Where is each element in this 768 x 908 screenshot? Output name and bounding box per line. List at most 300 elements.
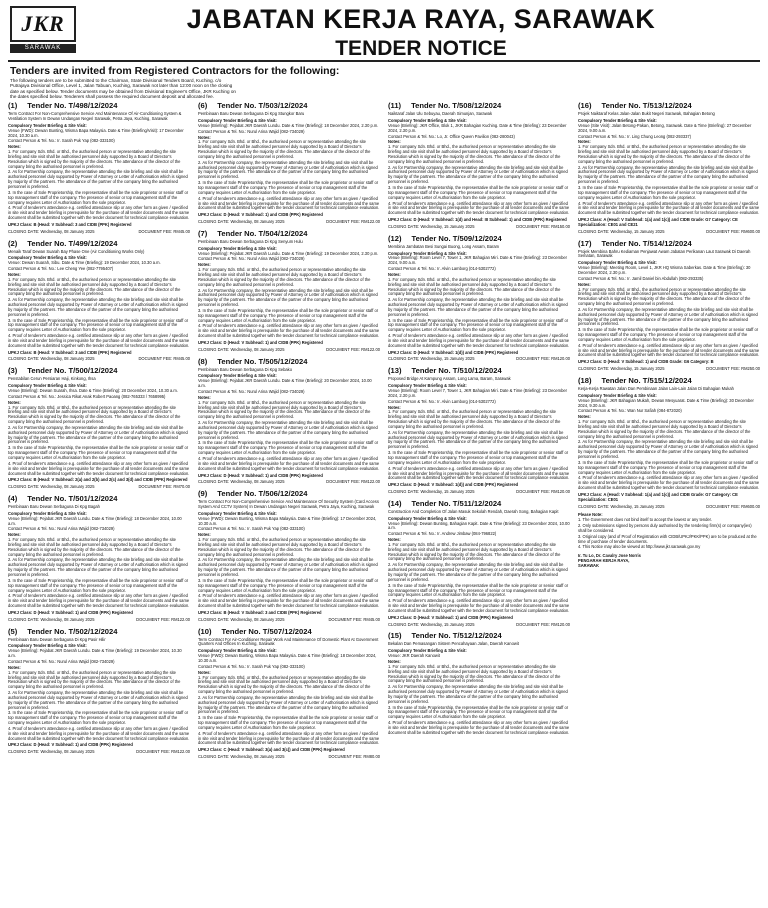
requirement-note: 3. In the case of Sole Proprietorship, the representative shall be the sole proprietor or senior staff or top management staff of the company. The presence of senior or top management staff of the company requires Letter of Authorisation from the sole proprietor. [8, 577, 189, 593]
registration-grade: UPKJ Class: D (Head: V Subhead: 1) and CIDB Grade: G6 Category: B [578, 359, 714, 365]
requirement-note: 2. As for Partnership company, the representative attending the site briefing and site visit shall be authorised personnel duly supported by Power of Attorney or Letter of Authorisation which is signed by majority of the partners. The attendance of the partner of the company bring the authorised personnel is preferred. [578, 439, 758, 459]
tender-ref: Tender No. T/499/12/2024 [27, 238, 118, 248]
closing-date: CLOSING DATE: Wednesday, 15 January 2025 [388, 489, 475, 495]
requirement-note: 4. Proof of tenderer's attendance e.g. certified attendance slip or any other form as given / specified in site visit and tender briefing is prerequisite for the purchase of all tender documents and the same document shall be submitted together with the tender document for technical compliance evaluation. [8, 593, 190, 609]
closing-date: CLOSING DATE: Wednesday, 08 January 2025 [198, 219, 285, 225]
tender-heading [8, 239, 190, 249]
requirement-note: 1. For company Sdn. Bhd. or Bhd., the authorised person or representative attending the site briefing and site visit shall be authorised personnel duly supported by a Board of Director's Resolution which is signed by the majority of the directors. The attendance of the director of the company bring the authorised personnel is preferred. [388, 541, 561, 562]
briefing-venue: Venue (FWD): Dewan Bunting, Wisma Bapa Malaysia. Date & Time (Briefing): 18 December 2024, 10.30 a.m. [198, 653, 377, 663]
requirement-note: 2. As for Partnership company, the representative attending the site briefing and site visit shall be authorised personnel duly supported by Power of Attorney or Letter of Authorisation which is signed by majority of the partners. The attendance of the partner of the company bring the authorised personnel is preferred. [578, 164, 758, 185]
briefing-label: Compulsory Tender Briefing & Site Visit: [8, 643, 87, 649]
requirement-note: 2. As for Partnership company, the representative attending the site briefing and site visit shall be authorised personnel duly supported by Power of Attorney or Letter of Authorisation which is signed by majority of the partners. The attendance of the partner of the company bring the authorised personnel is preferred. [8, 297, 188, 317]
closing-row [388, 490, 570, 495]
requirement-note: 3. In the case of Sole Proprietorship, the representative shall be the sole proprietor or senior staff or top management staff of the company. The presence of senior or top management staff of the company requires Letter of Authorisation from the sole proprietor. [198, 307, 379, 323]
tender-column [578, 101, 760, 764]
tender-project: Term Contract For Non-Comprehensive Service And Maintenance Of Air-Conditioning System & Ventilation System In Dewan Undangan Negeri Sarawak, Petra Jaya, Kuching, Sarawak [8, 111, 182, 122]
requirement-note: 4. Proof of tenderer's attendance e.g. certified attendance slip or any other form as given / specified in site visit and tender briefing is prerequisite for the purchase of all tender documents and the same document shall be submitted together with the tender document for technical compliance evaluation. [198, 730, 380, 746]
note-item: 2. Only submissions signed by persons duly authorised by the tendering firm(s) or company(ies) shall be considered. [578, 523, 752, 533]
contact-person: Contact Person & Tel. No.: Lo, Jr. Office Queen Pavilion (082-280043) [388, 133, 515, 139]
tender-item [388, 234, 570, 363]
briefing-venue: Venue (Site Visit): Jalan Betong-Pakan, Betong, Sarawak. Date & Time (Briefing): 27 December 2024, 9.00 a.m. [578, 122, 752, 133]
document-fee: DOCUMENT FEE: RM122.00 [326, 479, 380, 485]
requirement-note: 4. Proof of tenderer's attendance e.g. certified attendance slip or any other form as given / specified in site visit and tender briefing is prerequisite for the purchase of all tender documents and the same document shall be submitted together with the tender document for technical compliance evaluation. [8, 460, 190, 476]
requirement-note: 3. In the case of Sole Proprietorship, the representative shall be the sole proprietor or senior staff or top management staff of the company. The presence of senior or top management staff of the company requires Letter of Authorisation from the sole proprietor. [578, 459, 759, 475]
registration-grade: UPKJ Class: D (Head: V Subhead: 1(d) and Head: III Subhead: 1) and CIDB (PPK) Registered [388, 217, 567, 223]
briefing-label: Compulsory Tender Briefing & Site Visit: [198, 245, 277, 251]
tender-item [198, 357, 380, 486]
briefing-label: Compulsory Tender Briefing & Site Visit: [198, 510, 277, 516]
briefing-venue: Venue (FWD): Dewan Bunting, Wisma Bapa Malaysia. Date & Time (Briefing/Visit): 17 December 2024, 10.30 a.m. [8, 127, 184, 138]
requirement-note: 1. For company Sdn. Bhd. or Bhd., the authorised person or representative attending the site briefing and site visit shall be authorised personnel duly supported by a Board of Director's Resolution which is signed by the majority of the directors. The attendance of the director of the company bring the authorised personnel is preferred. [388, 409, 561, 429]
requirement-note: 2. As for Partnership company, the representative attending the site briefing and site visit shall be authorised personnel duly supported by Power of Attorney or Letter of Authorisation which is signed by majority of the partners. The attendance of the partner of the company bring the authorised personnel is preferred. [578, 306, 758, 327]
requirement-note: 1. For company Sdn. Bhd. or Bhd., the authorised person or representative attending the site briefing and site visit shall be authorised personnel duly supported by a Board of Director's Resolution which is signed by the majority of the directors. The attendance of the director of the company bring the authorised personnel is preferred. [198, 139, 371, 159]
requirement-note: 4. Proof of tenderer's attendance e.g. certified attendance slip or any other form as given / specified in site visit and tender briefing is prerequisite for the purchase of all tender documents and the same document shall be submitted together with the tender document for technical compliance evaluation. [8, 333, 190, 348]
briefing-label: Compulsory Tender Briefing & Site Visit: [388, 118, 467, 124]
requirement-note: 3. In the case of Sole Proprietorship, the representative shall be the sole proprietor or senior staff or top management staff of the company. The presence of senior or top management staff of the company requires Letter of Authorisation from the sole proprietor. [578, 185, 759, 200]
briefing-venue: Venue: Dewan Suarah, Sibu. Date & Time (Briefing): 19 December 2024, 10.30 a.m. [8, 260, 161, 266]
closing-row [578, 367, 760, 372]
closing-date: CLOSING DATE: Wednesday, 15 January 2025 [578, 366, 665, 372]
tender-heading [388, 366, 570, 376]
requirement-note: 4. Proof of tenderer's attendance e.g. certified attendance slip or any other form as given / specified in site visit and tender briefing is prerequisite for the purchase of all tender documents and the same document shall be submitted together with the tender document for technical compliance evaluation. [198, 455, 380, 471]
signatory-name: Ir. Tu Lo, Dr. Cavalry Jose Norris [578, 553, 641, 559]
closing-row [8, 485, 190, 490]
tender-project: Term Contract For Non-Comprehensive Service And Maintenance Of Security System (Card Access System And CCTV System) In Dewan Undangan Negeri Sarawak, Petra Jaya, Kuching, Sarawak [198, 499, 379, 510]
tender-number: (18) [578, 376, 592, 385]
contact-person: Contact Person & Tel. No.: Nurul Arina Wajid (082-734029) [198, 389, 305, 394]
closing-row [198, 220, 380, 225]
requirement-note: 3. In the case of Sole Proprietorship, the representative shall be the sole proprietor or senior staff or top management staff of the company. The presence of senior or top management staff of the company requires Letter of Authorisation from the sole proprietor. [198, 715, 379, 730]
requirement-note: 1. For company Sdn. Bhd. or Bhd., the authorised person or representative attending the site briefing and site visit shall be authorised personnel duly supported by a Board of Director's Resolution which is signed by the majority of the directors. The attendance of the director of the company bring the authorised personnel is preferred. [8, 149, 181, 169]
contact-person: Contact Person & Tel. No.: Nurul Arina Wajid (082-734029) [198, 128, 305, 134]
notes-label: Notes: [198, 394, 211, 400]
notes-label: Notes: [8, 144, 21, 150]
closing-row [198, 755, 380, 760]
signatory-place: SARAWAK [578, 563, 599, 568]
note-item: 1. The Government does not bind itself to accept the lowest or any tender. [578, 517, 712, 523]
requirement-note: 2. As for Partnership company, the representative attending the site briefing and site visit shall be authorised personnel duly supported by Power of Attorney or Letter of Authorisation which is signed by majority of the partners. The attendance of the partner of the company bring the authorised personnel is preferred. [388, 684, 568, 704]
tender-heading [198, 229, 380, 239]
requirement-note: 2. As for Partnership company, the representative attending the site briefing and site visit shall be authorised personnel duly supported by Power of Attorney or Letter of Authorisation which is signed by majority of the partners. The attendance of the partner of the company bring the authorised personnel is preferred. [8, 424, 188, 445]
closing-date: CLOSING DATE: Wednesday, 08 January 2025 [8, 228, 95, 234]
notes-label: Notes: [388, 139, 401, 145]
contact-person: Contact Person & Tel. No.: Lee Cheng Yee (082-7795407) [8, 266, 114, 272]
tender-item [578, 239, 760, 372]
notice-subtitle: TENDER NOTICE [335, 37, 507, 60]
tender-project: Construction And Completion Of Jalan Masuk Sekolah Rendah, Daerah Song, Bahagian Kapit [388, 508, 559, 514]
briefing-venue: Venue (Briefing): Pejabat JKR Daerah Lundu. Date & Time (Briefing): 20 December 2024, 10.00 a.m. [198, 378, 372, 389]
registration-grade: UPKJ Class: D (Head: V Subhead: 1) and CIDB (PPK) Registered [388, 614, 513, 620]
tender-ref: Tender No. T/505/12/2024 [217, 356, 308, 366]
tender-item [198, 101, 380, 225]
briefing-venue: Venue (FWD): Dewan Bunting, Wisma Bapa Malaysia. Date & Time (Briefing): 17 December 2024, 10.30 a.m. [198, 515, 377, 526]
tender-number: (6) [198, 101, 208, 111]
tender-project: Kerja-Kerja Rawatan Jalan Dan Pembinaan Jalan Lain-Lain Jalan Di Bahagian Mukah [578, 386, 734, 391]
tender-heading [578, 376, 760, 386]
closing-row [8, 230, 190, 235]
document-fee: DOCUMENT FEE: RM600.00 [706, 503, 760, 509]
tender-ref: Tender No. T/502/12/2024 [27, 626, 118, 636]
requirement-note: 3. In the case of Sole Proprietorship, the representative shall be the sole proprietor or senior staff or top management staff of the company. The presence of senior or top management staff of the company requires Letter of Authorisation from the sole proprietor. [198, 577, 379, 593]
tender-number: (3) [8, 366, 18, 376]
contact-person: Contact Person & Tel. No.: Wan Nur Safiah (084-872020) [578, 408, 682, 414]
tender-column [198, 101, 380, 764]
requirement-note: 4. Proof of tenderer's attendance e.g. certified attendance slip or any other form as given / specified in site visit and tender briefing is prerequisite for the purchase of all tender documents and the same document shall be submitted together with the tender document for technical compliance evaluation. [578, 342, 760, 358]
tender-item [8, 101, 190, 234]
tender-number: (17) [578, 238, 592, 248]
requirement-note: 1. For company Sdn. Bhd. or Bhd., the authorised person or representative attending the site briefing and site visit shall be authorised personnel duly supported by a Board of Director's Resolution which is signed by the majority of the directors. The attendance of the director of the company bring the authorised personnel is preferred. [388, 663, 561, 684]
closing-row [388, 357, 570, 362]
tender-project: Pembinaan Baru Dewan Serbaguna Di Kpg Sebako [198, 366, 292, 372]
contact-person: Contact Person & Tel. No.: Ir. Sarah Puk Yap (082-333100) [8, 138, 115, 144]
tender-project: Pembinaan Baru Dewan Serbaguna Di Kpg Senyum Hulu [198, 238, 303, 244]
closing-date: CLOSING DATE: Wednesday, 08 January 2025 [8, 616, 95, 622]
tender-number: (16) [578, 101, 592, 111]
document-fee: DOCUMENT FEE: RM120.00 [516, 489, 570, 495]
briefing-label: Compulsory Tender Briefing & Site Visit: [578, 260, 657, 266]
requirement-note: 4. Proof of tenderer's attendance e.g. certified attendance slip or any other form as given / specified in site visit and tender briefing is prerequisite for the purchase of all tender documents and the same document shall be submitted together with the tender document for technical compliance evaluation. [388, 333, 570, 348]
requirement-note: 1. For company Sdn. Bhd. or Bhd., the authorised person or representative attending the site briefing and site visit shall be authorised personnel duly supported by a Board of Director's Resolution which is signed by the majority of the directors. The attendance of the director of the company bring the authorised personnel is preferred. [388, 276, 561, 297]
tender-heading [8, 101, 190, 111]
tender-project: Proposed Bridge At Kampung Assam, Long Lama, Baram, Sarawak [388, 376, 511, 382]
closing-row [388, 623, 570, 628]
tender-number: (8) [198, 356, 208, 366]
tender-project: Projek Naiktaraf Kelas Jalan-Jalan Bukit Negeri Sarawak, Bahagian Betong [578, 111, 715, 117]
closing-date: CLOSING DATE: Wednesday, 15 January 2025 [578, 228, 665, 234]
briefing-venue: Venue (Briefing): Pejabat JKR Daerah Lundu. Date & Time (Briefing): 19 December 2024, 2.30 p.m. [198, 250, 379, 256]
requirement-note: 2. As for Partnership company, the representative attending the site briefing and site visit shall be authorised personnel duly supported by Power of Attorney or Letter of Authorisation which is signed by majority of the partners. The attendance of the partner of the company bring the authorised personnel is preferred. [8, 690, 188, 710]
registration-grade: UPKJ Class: A (Head: V Subhead: 1(a) and 1(c)) and CIDB Grade: G7 Category: CE Specialization: CE01 [578, 491, 738, 502]
registration-grade: UPKJ Class: D (Head: V Subhead: 1) and CIDB (PPK) Registered [8, 609, 133, 615]
document-fee: DOCUMENT FEE: RM45.00 [328, 616, 380, 622]
tender-item [8, 627, 190, 756]
requirement-note: 3. In the case of Sole Proprietorship, the representative shall be the sole proprietor or senior staff or top management staff of the company. The presence of senior or top management staff of the company requires Letter of Authorisation from the sole proprietor. [388, 450, 569, 465]
briefing-label: Compulsory Tender Briefing & Site Visit: [198, 373, 277, 379]
tender-item [8, 366, 190, 490]
tender-ref: Tender No. T/510/12/2024 [411, 366, 502, 376]
registration-grade: UPKJ Class: D (Head: V Subhead: 1(d)) and CIDB (PPK) Registered [388, 349, 519, 355]
tender-heading [8, 627, 190, 637]
registration-grade: UPKJ Class: D (Head: V Subhead: 1(d)) and CIDB (PPK) Registered [388, 482, 519, 488]
briefing-venue: Venue: JKR Daerah Kanowit [388, 653, 440, 659]
briefing-label: Compulsory Tender Briefing & Site Visit: [388, 250, 467, 256]
tender-heading [8, 366, 190, 376]
briefing-venue: Venue (Briefing): Pejabat JKR Daerah Lundu. Date & Time (Briefing): 18 December 2024, 10.00 a.m. [8, 515, 182, 526]
notes-label: Notes: [388, 271, 401, 277]
tender-heading [8, 494, 190, 504]
contact-person: Contact Person & Tel. No.: Nurul Arina Wajid (082-734029) [198, 256, 305, 262]
tender-project: Menaik Taraf Dewan Suarah Bay Phase One (Air Conditioning Works Only) [8, 248, 145, 254]
requirement-note: 1. For company Sdn. Bhd. or Bhd., the authorised person or representative attending the site briefing and site visit shall be authorised personnel duly supported by a Board of Director's Resolution which is signed by the majority of the directors. The attendance of the director of the company bring the authorised personnel is preferred. [388, 144, 561, 164]
notice-header [0, 0, 768, 58]
tender-project: Pembinaan Baru Dewan Serbaguna Di Kpg Stungkor Baru [198, 111, 305, 117]
tender-heading [578, 101, 760, 111]
requirement-note: 4. Proof of tenderer's attendance e.g. certified attendance slip or any other form as given / specified in site visit and tender briefing is prerequisite for the purchase of all tender documents and the same document shall be submitted together with the tender document for technical compliance evaluation. [8, 205, 190, 221]
tender-item [388, 499, 570, 628]
briefing-label: Compulsory Tender Briefing & Site Visit: [388, 648, 467, 654]
briefing-venue: Venue (Briefing): Dewan Bunting, Bahagian Kapit. Date & Time (Briefing): 23 December 2024, 10.00 a.m. [388, 520, 570, 531]
tender-ref: Tender No. T/498/12/2024 [27, 101, 118, 111]
tender-ref: Tender No. T/506/12/2024 [217, 489, 308, 499]
closing-row [8, 750, 190, 755]
contact-person: Contact Person & Tel. No.: Ir. Alvin Lamborg (014-5302772) [388, 266, 496, 272]
document-fee: DOCUMENT FEE: RM120.00 [516, 621, 570, 627]
requirement-note: 2. As for Partnership company, the representative attending the site briefing and site visit shall be authorised personnel duly supported by Power of Attorney or Letter of Authorisation which is signed by majority of the partners. The attendance of the partner of the company bring the authorised personnel is preferred. [198, 159, 378, 180]
briefing-label: Compulsory Tender Briefing & Site Visit: [198, 118, 277, 124]
contact-person: Contact Person & Tel. No.: Ir. Jamil Daniel bin Abdullah (082-293335) [578, 275, 704, 281]
tender-ref: Tender No. T/508/12/2024 [411, 101, 502, 111]
notes-label: Notes: [8, 532, 21, 538]
requirement-note: 3. In the case of Sole Proprietorship, the representative shall be the sole proprietor or senior staff or top management staff of the company. The presence of senior or top management staff of the company requires Letter of Authorisation from the sole proprietor. [8, 317, 189, 333]
closing-row [198, 348, 380, 353]
document-fee: DOCUMENT FEE: RM80.00 [328, 754, 380, 760]
tender-item [388, 101, 570, 230]
requirement-note: 1. For company Sdn. Bhd. or Bhd., the authorised person or representative attending the site briefing and site visit shall be authorised personnel duly supported by a Board of Director's Resolution which is signed by the majority of the directors. The attendance of the director of the company bring the authorised personnel is preferred. [8, 537, 181, 557]
document-fee: DOCUMENT FEE: RM122.00 [136, 749, 190, 755]
requirement-note: 3. In the case of Sole Proprietorship, the representative shall be the sole proprietor or senior staff or top management staff of the company. The presence of senior or top management staff of the company requires Letter of Authorisation from the sole proprietor. [198, 180, 379, 195]
notes-label: Notes: [578, 139, 591, 145]
document-fee: DOCUMENT FEE: RM250.00 [706, 366, 760, 372]
requirement-note: 1. For company Sdn. Bhd. or Bhd., the authorised person or representative attending the site briefing and site visit shall be authorised personnel duly supported by a Board of Director's Resolution which is signed by the majority of the directors. The attendance of the director of the company bring the authorised personnel is preferred. [578, 419, 751, 439]
requirement-note: 3. In the case of Sole Proprietorship, the representative shall be the sole proprietor or senior staff or top management staff of the company. The presence of senior or top management staff of the company requires Letter of Authorisation from the sole proprietor. [8, 710, 189, 726]
briefing-label: Compulsory Tender Briefing & Site Visit: [198, 648, 277, 654]
notes-label: Notes: [388, 404, 401, 410]
registration-grade: UPKJ Class: D (Head: V Subhead: 1) and CIDB (PPK) Registered [8, 742, 133, 748]
requirement-note: 2. As for Partnership company, the representative attending the site briefing and site visit shall be authorised personnel duly supported by Power of Attorney or Letter of Authorisation which is signed by majority of the partners. The attendance of the partner of the company bring the authorised personnel is preferred. [198, 557, 378, 577]
briefing-venue: Venue (Briefing): JKR Office, Blok 1, JKR Bahagian Kuching. Date & Time (Briefing): 23 December 2024, 2.30 p.m. [388, 122, 567, 133]
registration-grade: UPKJ Class: D (Head: V Subhead: 1) and CIDB (PPK) Registered [198, 339, 323, 345]
tender-project: Pembinaan Baru Dewan Serbaguna Di Kpg Bagah [8, 504, 100, 510]
requirement-note: 1. For company Sdn. Bhd. or Bhd., the authorised person or representative attending the site briefing and site visit shall be authorised personnel duly supported by a Board of Director's Resolution which is signed by the majority of the directors. The attendance of the director of the company bring the authorised personnel is preferred. [578, 286, 751, 307]
closing-date: CLOSING DATE: Wednesday, 08 January 2025 [8, 749, 95, 755]
signatory-role: PENGARAH KERJA RAYA, [578, 558, 630, 564]
requirement-note: 4. Proof of tenderer's attendance e.g. certified attendance slip or any other form as given / specified in site visit and tender briefing is prerequisite for the purchase of all tender documents and the same document shall be submitted together with the tender document for technical compliance evaluation. [388, 465, 570, 481]
tender-item [388, 366, 570, 495]
registration-grade: UPKJ Class: C (Head: V Subhead: 3(a) and 3(c)) and CIDB (PPK) Registered [198, 747, 345, 753]
requirement-note: 3. In the case of Sole Proprietorship, the representative shall be the sole proprietor or senior staff or top management staff of the company. The presence of senior or top management staff of the company requires Letter of Authorisation from the sole proprietor. [8, 445, 189, 460]
document-fee: DOCUMENT FEE: RM45.00 [138, 356, 190, 362]
closing-row [578, 230, 760, 235]
tender-number: (1) [8, 101, 18, 111]
tender-item [198, 489, 380, 622]
notes-label: Notes: [198, 669, 211, 675]
requirement-note: 2. As for Partnership company, the representative attending the site briefing and site visit shall be authorised personnel duly supported by Power of Attorney or Letter of Authorisation which is signed by majority of the partners. The attendance of the partner of the company bring the authorised personnel is preferred. [198, 420, 378, 440]
tender-ref: Tender No. T/504/12/2024 [217, 228, 308, 238]
notice-title: JABATAN KERJA RAYA, SARAWAK [186, 4, 656, 34]
tender-number: (14) [388, 498, 402, 508]
tender-heading [388, 499, 570, 509]
jkr-logo-band: SARAWAK [10, 44, 76, 53]
tender-ref: Tender No. T/500/12/2024 [27, 366, 118, 376]
document-fee: DOCUMENT FEE: RM600.00 [706, 228, 760, 234]
contact-person: Contact Person & Tel. No.: Nurul Arina Wajid (082-734029) [8, 526, 115, 532]
tender-item [578, 376, 760, 509]
requirement-note: 4. Proof of tenderer's attendance e.g. certified attendance slip or any other form as given / specified in site visit and tender briefing is prerequisite for the purchase of all tender documents and the same document shall be submitted together with the tender document for technical compliance evaluation. [8, 725, 190, 741]
closing-date: CLOSING DATE: Wednesday, 15 January 2025 [578, 503, 665, 509]
tender-project: Membina Jambatan Besi Sungai Buong, Long Assam, Baram [388, 243, 500, 249]
requirement-note: 1. For company Sdn. Bhd. or Bhd., the authorised person or representative attending the site briefing and site visit shall be authorised personnel duly supported by a Board of Director's Resolution which is signed by the majority of the directors. The attendance of the director of the company bring the authorised personnel is preferred. [198, 674, 371, 695]
tender-ref: Tender No. T/511/12/2024 [411, 498, 502, 508]
requirement-note: 3. In the case of Sole Proprietorship, the representative shall be the sole proprietor or senior staff or top management staff of the company. The presence of senior or top management staff of the company requires Letter of Authorisation from the sole proprietor. [198, 440, 379, 456]
requirement-note: 1. For company Sdn. Bhd. or Bhd., the authorised person or representative attending the site briefing and site visit shall be authorised personnel duly supported by a Board of Director's Resolution which is signed by the majority of the directors. The attendance of the director of the company bring the authorised personnel is preferred. [8, 276, 181, 297]
tender-project: Bekalan Dan Pemasangan Sistem Pencahayaan Jalan, Daerah Kanowit [388, 641, 519, 647]
closing-date: CLOSING DATE: Wednesday, 15 January 2025 [388, 356, 475, 362]
closing-row [8, 357, 190, 362]
requirement-note: 4. Proof of tenderer's attendance e.g. certified attendance slip or any other form as given / specified in site visit and tender briefing is prerequisite for the purchase of all tender documents and the same document shall be submitted together with the tender document for technical compliance evaluation. [388, 720, 570, 735]
closing-date: CLOSING DATE: Wednesday, 08 January 2025 [198, 754, 285, 760]
notes-label: Notes: [198, 532, 211, 538]
note-item: 3. Original copy (and of Proof of Registration with CIDB/UPKJ/PKK/PPK) are to be produced at the time of purchase of tender documents. [578, 533, 757, 544]
document-fee: DOCUMENT FEE: RM122.00 [136, 616, 190, 622]
requirement-note: 2. As for Partnership company, the representative attending the site briefing and site visit shall be authorised personnel duly supported by Power of Attorney or Letter of Authorisation which is signed by majority of the partners. The attendance of the partner of the company bring the authorised personnel is preferred. [388, 297, 568, 317]
tender-heading [388, 631, 570, 641]
tender-ref: Tender No. T/512/12/2024 [411, 631, 502, 641]
tender-ref: Tender No. T/514/12/2024 [601, 238, 692, 248]
notes-label: Notes: [388, 537, 401, 543]
notes-label: Notes: [578, 414, 591, 420]
briefing-venue: Venue (Briefing): Pejabat JKR Daerah Lundu. Date & Time (Briefing): 18 December 2024, 2.30 p.m. [198, 122, 379, 128]
tender-heading [198, 357, 380, 367]
notes-label: Notes: [8, 664, 21, 670]
briefing-label: Compulsory Tender Briefing & Site Visit: [388, 515, 467, 521]
tender-column [8, 101, 190, 764]
requirement-note: 4. Proof of tenderer's attendance e.g. certified attendance slip or any other form as given / specified in site visit and tender briefing is prerequisite for the purchase of all tender documents and the same document shall be submitted together with the tender document for technical compliance evaluation. [388, 598, 570, 613]
closing-date: CLOSING DATE: Wednesday, 15 January 2025 [388, 223, 475, 229]
tender-heading [198, 101, 380, 111]
briefing-venue: Venue (Briefing): Meeting Room, Level 1, JKR HQ Wisma Saberkas. Date & Time (Briefing): 30 December 2024, 2.30 p.m. [578, 265, 751, 275]
closing-row [198, 618, 380, 623]
contact-person: Contact Person & Tel. No.: Ir. Ling Chung Leong (082-293337) [578, 133, 692, 139]
requirement-note: 4. Proof of tenderer's attendance e.g. certified attendance slip or any other form as given / specified in site visit and tender briefing is prerequisite for the purchase of all tender documents and the same document shall be submitted together with the tender document for technical compliance evaluation. [388, 200, 570, 216]
tender-item [198, 229, 380, 353]
tender-number: (2) [8, 238, 18, 248]
registration-grade: UPKJ Class: B (Head: V Subhead: 3 and CIDB (PPK) Registered [8, 221, 132, 227]
requirement-note: 1. For company Sdn. Bhd. or Bhd., the authorised person or representative attending the site briefing and site visit shall be authorised personnel duly supported by a Board of Director's Resolution which is signed by the majority of the directors. The attendance of the director of the company bring the authorised personnel is preferred. [8, 404, 181, 425]
tender-number: (15) [388, 631, 402, 641]
closing-row [578, 505, 760, 510]
contact-person: Contact Person & Tel. No.: Ir. Alvin Lamborg (014-5302772) [388, 398, 496, 404]
briefing-venue: Venue (Briefing): Dewan Suarah, Ihsa. Date & Time (Briefing): 20 December 2024, 10.30 a.m. [8, 388, 178, 393]
requirement-note: 2. As for Partnership company, the representative attending the site briefing and site visit shall be authorised personnel duly supported by Power of Attorney or Letter of Authorisation which is signed by majority of the partners. The attendance of the partner of the company bring the authorised personnel is preferred. [388, 562, 568, 582]
briefing-label: Compulsory Tender Briefing & Site Visit: [578, 392, 657, 398]
tender-heading [198, 627, 380, 637]
closing-date: CLOSING DATE: Wednesday, 08 January 2025 [198, 479, 285, 485]
closing-date: CLOSING DATE: Wednesday, 08 January 2025 [8, 484, 95, 490]
requirement-note: 2. As for Partnership company, the representative attending the site briefing and site visit shall be authorised personnel duly supported by Power of Attorney or Letter of Authorisation which is signed by majority of the partners. The attendance of the partner of the company bring the authorised personnel is preferred. [388, 164, 568, 185]
notes-label: Notes: [8, 271, 21, 277]
requirement-note: 3. In the case of Sole Proprietorship, the representative shall be the sole proprietor or senior staff or top management staff of the company. The presence of senior or top management staff of the company requires Letter of Authorisation from the sole proprietor. [388, 185, 569, 200]
document-fee: DOCUMENT FEE: RM45.00 [138, 228, 190, 234]
contact-person: Contact Person & Tel. No.: Ir. Andrew Jimbaw (084-796822) [388, 531, 497, 537]
jkr-logo-mark: JKR [10, 6, 76, 42]
requirement-note: 4. Proof of tenderer's attendance e.g. certified attendance slip or any other form as given / specified in site visit and tender briefing is prerequisite for the purchase of all tender documents and the same document shall be submitted together with the tender document for technical compliance evaluation. [198, 593, 380, 609]
requirement-note: 3. In the case of Sole Proprietorship, the representative shall be the sole proprietor or senior staff or top management staff of the company. The presence of senior or top management staff of the company requires Letter of Authorisation from the sole proprietor. [388, 582, 569, 598]
tender-ref: Tender No. T/513/12/2024 [601, 101, 692, 111]
tender-project: Naiktaraf Jalan Ulu Sebuyau, Daerah Simunjan, Sarawak [388, 111, 492, 117]
briefing-label: Compulsory Tender Briefing & Site Visit: [388, 383, 467, 389]
closing-row [198, 480, 380, 485]
tender-project: Projek Membina Bahru Kediaman Penjawat Awam Jabatan Perikanan Laut Sarawak Di Daerah Sematan, Sarawak [578, 248, 751, 259]
briefing-venue: Venue (Briefing): Pejabat JKR Daerah Lundu. Date & Time (Briefing): 19 December 2024, 10.30 a.m. [8, 648, 182, 659]
notes-label: Notes: [8, 399, 21, 405]
tender-number: (12) [388, 233, 402, 243]
closing-row [8, 618, 190, 623]
tender-project: Term Contract For Air-Conditioner Repair Work And Maintenance Of Domestic Plant At Government Quarters And Offices In Kuching, Sarawak [198, 636, 379, 647]
notes-label: Notes: [578, 281, 591, 287]
notes-label: Notes: [198, 262, 211, 268]
contact-person: Contact Person & Tel. No.: Nurul Arina Wajid (082-734029) [8, 658, 115, 664]
jkr-logo [10, 6, 76, 52]
briefing-label: Compulsory Tender Briefing & Site Visit: [8, 383, 87, 389]
note-item: 4. This Notice may also be viewed at http://www.jkr.sarawak.gov.my [578, 544, 701, 550]
registration-grade: UPKJ Class: B (Head: V Subhead: 2(a) and 2(b) and 2(c) and 3(d) and CIDB (PPK) Registered [8, 477, 188, 483]
requirement-note: 1. For company Sdn. Bhd. or Bhd., the authorised person or representative attending the site briefing and site visit shall be authorised personnel duly supported by a Board of Director's Resolution which is signed by the majority of the directors. The attendance of the director of the company bring the authorised personnel is preferred. [198, 267, 371, 287]
requirement-note: 2. As for Partnership company, the representative attending the site briefing and site visit shall be authorised personnel duly supported by Power of Attorney or Letter of Authorisation which is signed by majority of the partners. The attendance of the partner of the company bring the authorised personnel is preferred. [8, 557, 188, 577]
tender-heading [198, 489, 380, 499]
document-fee: DOCUMENT FEE: RM120.00 [516, 356, 570, 362]
requirement-note: 4. Proof of tenderer's attendance e.g. certified attendance slip or any other form as given / specified in site visit and tender briefing is prerequisite for the purchase of all tender documents and the same document shall be submitted together with the tender document for technical compliance evaluation. [578, 200, 760, 216]
briefing-venue: Venue (Briefing): JKR Bahagian Mukah, Dewan Mesyuarat. Date & Time (Briefing): 30 December 2024, 9.30 a.m. [578, 397, 754, 408]
registration-grade: UPKJ Class: D (Head: V Subhead: 1) and CIDB (PPK) Registered [198, 472, 323, 478]
closing-date: CLOSING DATE: Wednesday, 08 January 2025 [198, 616, 285, 622]
registration-grade: UPKJ Class: A (Head: V Subhead: 1(a) and 1(c)) and CIDB Grade: G7 Category: CE Specialization: CE01 and CE21 [578, 217, 738, 227]
requirement-note: 4. Proof of tenderer's attendance e.g. certified attendance slip or any other form as given / specified in site visit and tender briefing is prerequisite for the purchase of all tender documents and the same document shall be submitted together with the tender document for technical compliance evaluation. [198, 195, 380, 211]
document-fee: DOCUMENT FEE: RM122.00 [326, 219, 380, 225]
tender-number: (10) [198, 626, 212, 636]
briefing-label: Compulsory Tender Briefing & Site Visit: [8, 255, 87, 261]
contact-person: Contact Person & Tel. No.: Ir. Sarah Puk Yap (082-333100) [198, 663, 305, 669]
tender-heading [578, 239, 760, 249]
notes-label: Notes: [388, 658, 401, 664]
briefing-venue: Venue (Briefing): Room Level 7, Tower 1, JKR Bahagian Miri. Date & Time (Briefing): 23 December 2024, 2.30 p.m. [388, 388, 567, 398]
closing-date: CLOSING DATE: Wednesday, 08 January 2025 [8, 356, 95, 362]
requirement-note: 4. Proof of tenderer's attendance e.g. certified attendance slip or any other form as given / specified in site visit and tender briefing is prerequisite for the purchase of all tender documents and the same document shall be submitted together with the tender document for technical compliance evaluation. [198, 323, 380, 339]
tender-project: Pembinaan Baru Dewan Serbaguna Di Kpg Pasir Hilir [8, 636, 106, 642]
requirement-note: 3. In the case of Sole Proprietorship, the representative shall be the sole proprietor or senior staff or top management staff of the company. The presence of senior or top management staff of the company requires Letter of Authorisation from the sole proprietor. [388, 704, 569, 720]
registration-grade: UPKJ Class: D (Head: V Subhead: 1) and CIDB (PPK) Registered [198, 212, 323, 218]
requirement-note: 2. As for Partnership company, the representative attending the site briefing and site visit shall be authorised personnel duly supported by Power of Attorney or Letter of Authorisation which is signed by majority of the partners. The attendance of the partner of the company bring the authorised personnel is preferred. [8, 169, 188, 189]
briefing-venue: Venue (Briefing): Room Level 7, Tower 1, JKR Bahagian Miri. Date & Time (Briefing): 23 December 2024, 9.00 a.m. [388, 255, 567, 266]
requirement-note: 1. For company Sdn. Bhd. or Bhd., the authorised person or representative attending the site briefing and site visit shall be authorised personnel duly supported by a Board of Director's Resolution which is signed by the majority of the directors. The attendance of the director of the company bring the authorised personnel is preferred. [578, 144, 751, 164]
requirement-note: 1. For company Sdn. Bhd. or Bhd., the authorised person or representative attending the site briefing and site visit shall be authorised personnel duly supported by a Board of Director's Resolution which is signed by the majority of the directors. The attendance of the director of the company bring the authorised personnel is preferred. [198, 399, 371, 420]
briefing-label: Compulsory Tender Briefing & Site Visit: [578, 118, 657, 124]
tender-number: (11) [388, 101, 402, 111]
tender-ref: Tender No. T/501/12/2024 [27, 494, 118, 504]
requirement-note: 2. As for Partnership company, the representative attending the site briefing and site visit shall be authorised personnel duly supported by Power of Attorney or Letter of Authorisation which is signed by majority of the partners. The attendance of the partner of the company bring the authorised personnel is preferred. [388, 429, 568, 450]
tender-number: (7) [198, 228, 208, 238]
tender-column [388, 101, 570, 764]
registration-grade: UPKJ Class: B (Head: V Subhead: 3 and CIDB (PPK) Registered [198, 609, 322, 615]
document-fee: DOCUMENT FEE: RM150.00 [516, 223, 570, 229]
briefing-label: Compulsory Tender Briefing & Site Visit: [8, 122, 87, 128]
tender-number: (5) [8, 626, 18, 636]
tender-number: (13) [388, 366, 402, 376]
signature-block [578, 554, 760, 569]
intro-text: The following tenders are to be submitted to the Chairman, State Divisional Tenders Board, Kuching. c/o Putrajaya Divisional Office, Level 1, Jalan Tabuan, Kuching, Sarawak not later than 12:00 noon on the closing date as specified below. Tender documents may be obtained from Divisional Engineer's Office, JKR Kuching on the dates specified below. Tenderers shall possess the required document deposit and allocated fee. [10, 78, 236, 99]
tender-heading [388, 234, 570, 244]
requirement-note: 2. As for Partnership company, the representative attending the site briefing and site visit shall be authorised personnel duly supported by Power of Attorney or Letter of Authorisation which is signed by majority of the partners. The attendance of the partner of the company bring the authorised personnel is preferred. [198, 287, 378, 308]
tender-columns [0, 101, 768, 764]
requirement-note: 1. For company Sdn. Bhd. or Bhd., the authorised person or representative attending the site briefing and site visit shall be authorised personnel duly supported by a Board of Director's Resolution which is signed by the majority of the directors. The attendance of the director of the company bring the authorised personnel is preferred. [8, 669, 181, 690]
tender-number: (4) [8, 494, 18, 504]
notes-label: Notes: [198, 134, 211, 140]
tender-ref: Tender No. T/515/12/2024 [601, 376, 692, 385]
registration-grade: UPKJ Class: B (Head: V Subhead: 3 and CIDB (PPK) Registered [8, 349, 132, 355]
tender-ref: Tender No. T/509/12/2024 [411, 233, 502, 243]
notes-heading: Please Note: [578, 512, 603, 518]
please-note [578, 513, 760, 568]
requirement-note: 3. In the case of Sole Proprietorship, the representative shall be the sole proprietor or senior staff or top management staff of the company. The presence of senior or top management staff of the company requires Letter of Authorisation from the sole proprietor. [8, 189, 189, 205]
